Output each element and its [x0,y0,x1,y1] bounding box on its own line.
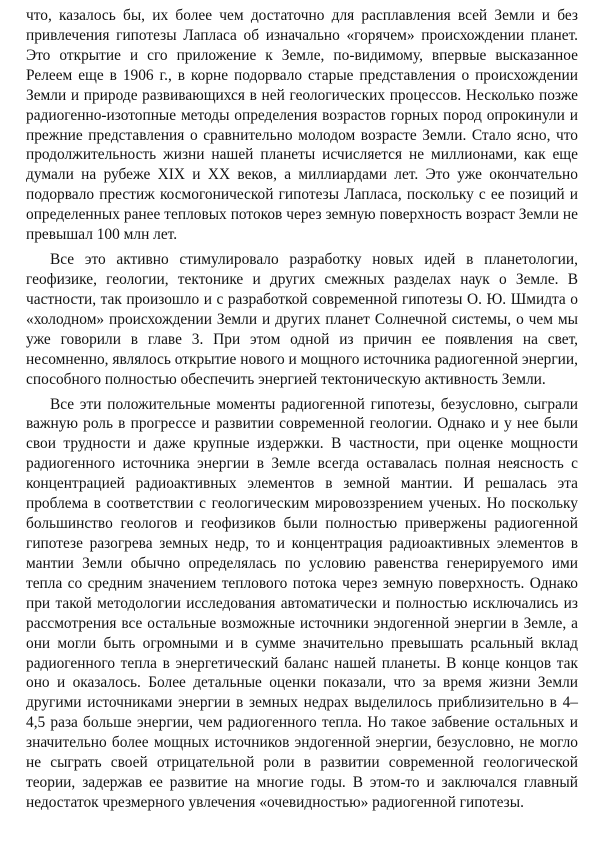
paragraph-1: что, казалось бы, их более чем достаточно для расплавления всей Земли и без привлечения гипотезы Лапласа об изначально «горячем» происхождении планет. Это открытие и сго приложение к Земле, по-видимому, впервые высказанное Релеем еще в 1906 г., в корне подорвало старые представления о происхождении Земли и природе развивающихся в ней геологических процессов. Несколько позже радиогенно-изотопные методы определения возрастов горных пород опрокинули и прежние представления о сравнительно молодом возрасте Земли. Стало ясно, что продолжительность жизни нашей планеты исчисляется не миллионами, как еще думали на рубеже XIX и XX веков, а миллиардами лет. Это уже окончательно подорвало престиж космогонической гипотезы Лапласа, поскольку с ее позиций и определенных ранее тепловых потоков через земную поверхность возраст Земли не превышал 100 млн лет. [26,7,578,244]
paragraph-3: Все эти положительные моменты радиогенной гипотезы, безусловно, сыграли важную роль в прогрессе и развитии современной геологии. Однако и у нее были свои трудности и даже крупные издержки. В частности, при оценке мощности радиогенного источника энергии в Земле всегда оставалась полная неясность с концентрацией радиоактивных элементов в земной мантии. И решалась эта проблема в соответствии с геологическим мировоззрением ученых. Но поскольку большинство геологов и геофизиков были полностью привержены радиогенной гипотезе разогрева земных недр, то и концентрация радиоактивных элементов в мантии Земли обычно определялась по условию равенства генерируемого ими тепла со средним значением теплового потока через земную поверхность. Однако при такой методологии исследования автоматически и полностью исключались из рассмотрения все остальные возможные источники эндогенной энергии в Земле, а они могли быть огромными и в сумме значительно превышать рсальный вклад радиогенного тепла в энергетический баланс нашей планеты. В конце концов так оно и оказалось. Более детальные оценки показали, что за время жизни Земли другими источниками энергии в земных недрах выделилось приблизительно в 4–4,5 раза больше энергии, чем радиогенного тепла. Но такое забвение остальных и значительно более мощных источников эндогенной энергии, безусловно, не могло не сыграть своей отрицательной роли в развитии современной геологической теории, задержав ее развитие на многие годы. В этом-то и заключался главный недостаток чрезмерного увлечения «очевидностью» радиогенной гипотезы. [26,395,578,811]
paragraph-2: Все это активно стимулировало разработку новых идей в планетологии, геофизике, геологии, тектонике и других смежных разделах наук о Земле. В частности, так произошло и с разработкой современной гипотезы О. Ю. Шмидта о «холодном» происхождении Земли и других планет Солнечной системы, о чем мы уже говорили в главе 3. При этом одной из причин ее появления на свет, несомненно, являлось открытие нового и мощного источника радиогенной энергии, способного полностью обеспечить энергией тектоническую активность Земли. [26,251,578,388]
document-page [26,6,578,813]
